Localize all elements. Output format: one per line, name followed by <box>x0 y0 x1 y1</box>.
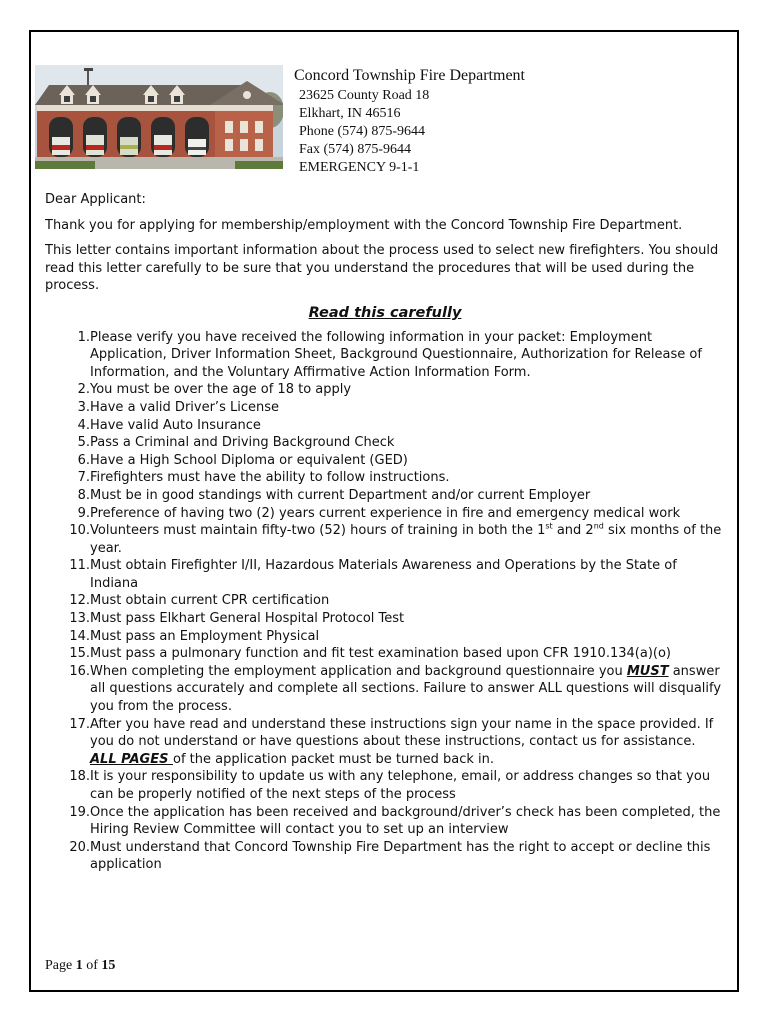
department-name: Concord Township Fire Department <box>294 67 525 84</box>
list-item: 16. When completing the employment application and background questionnaire you MUST answer all questions accurately and complete all sections. Failure to answer ALL questions will disqualify you from the process. <box>69 663 722 715</box>
fire-station-photo <box>35 65 283 169</box>
list-item: 10. Volunteers must maintain fifty-two (52) hours of training in both the 1st and 2nd six months of the year. <box>69 521 722 556</box>
list-item: 7. Firefighters must have the ability to follow instructions. <box>77 470 450 486</box>
phone-line: Phone (574) 875-9644 <box>299 124 425 139</box>
address-line-street: 23625 County Road 18 <box>299 88 430 103</box>
list-item: 2. You must be over the age of 18 to apply <box>77 382 352 398</box>
all-pages-emphasis: ALL PAGES <box>90 751 173 767</box>
fax-line: Fax (574) 875-9644 <box>299 142 411 157</box>
emergency-line: EMERGENCY 9-1-1 <box>299 160 420 175</box>
list-item: 14. Must pass an Employment Physical <box>69 628 320 644</box>
address-line-city: Elkhart, IN 46516 <box>299 106 401 121</box>
list-item: 19. Once the application has been received and background/driver’s check has been completed, the Hiring Review Committee will contact you to set up an interview <box>69 804 721 838</box>
list-item: 13. Must pass Elkhart General Hospital Protocol Test <box>69 611 405 627</box>
list-item: 4. Have valid Auto Insurance <box>77 417 261 433</box>
list-item: 3. Have a valid Driver’s License <box>77 399 279 415</box>
list-item: 1. Please verify you have received the following information in your packet: Employment Application, Driver Information Sheet, Background Questionnaire, Authorization for Release of Information, and the Voluntary Affirmative Action Information Form. <box>77 329 702 380</box>
list-item: 15. Must pass a pulmonary function and fit test examination based upon CFR 1910.134(a)(o) <box>69 646 671 662</box>
list-item: 6. Have a High School Diploma or equivalent (GED) <box>77 452 408 468</box>
list-item: 18. It is your responsibility to update us with any telephone, email, or address changes so that you can be properly notified of the next steps of the process <box>69 769 711 802</box>
letterhead <box>294 66 525 177</box>
list-item: 17. After you have read and understand these instructions sign your name in the space provided. If you do not understand or have questions about these instructions, contact us for assistance. ALL PAGES of the application packet must be turned back in. <box>69 716 714 767</box>
list-item: 20. Must understand that Concord Township Fire Department has the right to accept or decline this application <box>69 839 711 873</box>
requirements-list <box>45 329 725 874</box>
list-item: 11. Must obtain Firefighter I/II, Hazardous Materials Awareness and Operations by the State of Indiana <box>69 558 677 591</box>
must-emphasis: MUST <box>626 663 669 679</box>
list-item: 5. Pass a Criminal and Driving Background Check <box>77 435 395 451</box>
intro-paragraph: Thank you for applying for membership/employment with the Concord Township Fire Department. <box>45 217 683 233</box>
list-item: 9. Preference of having two (2) years current experience in fire and emergency medical work <box>77 505 681 521</box>
letter-body <box>45 191 725 874</box>
list-item: 12. Must obtain current CPR certification <box>69 593 330 609</box>
greeting: Dear Applicant: <box>45 192 146 207</box>
info-paragraph: This letter contains important information about the process used to select new firefighters. You should read this letter carefully to be sure that you understand the procedures that will be used during the process. <box>45 243 719 294</box>
section-heading: Read this carefully <box>308 304 462 321</box>
page-number-footer: Page 1 of 15 <box>45 958 116 973</box>
list-item: 8. Must be in good standings with current Department and/or current Employer <box>77 487 591 503</box>
